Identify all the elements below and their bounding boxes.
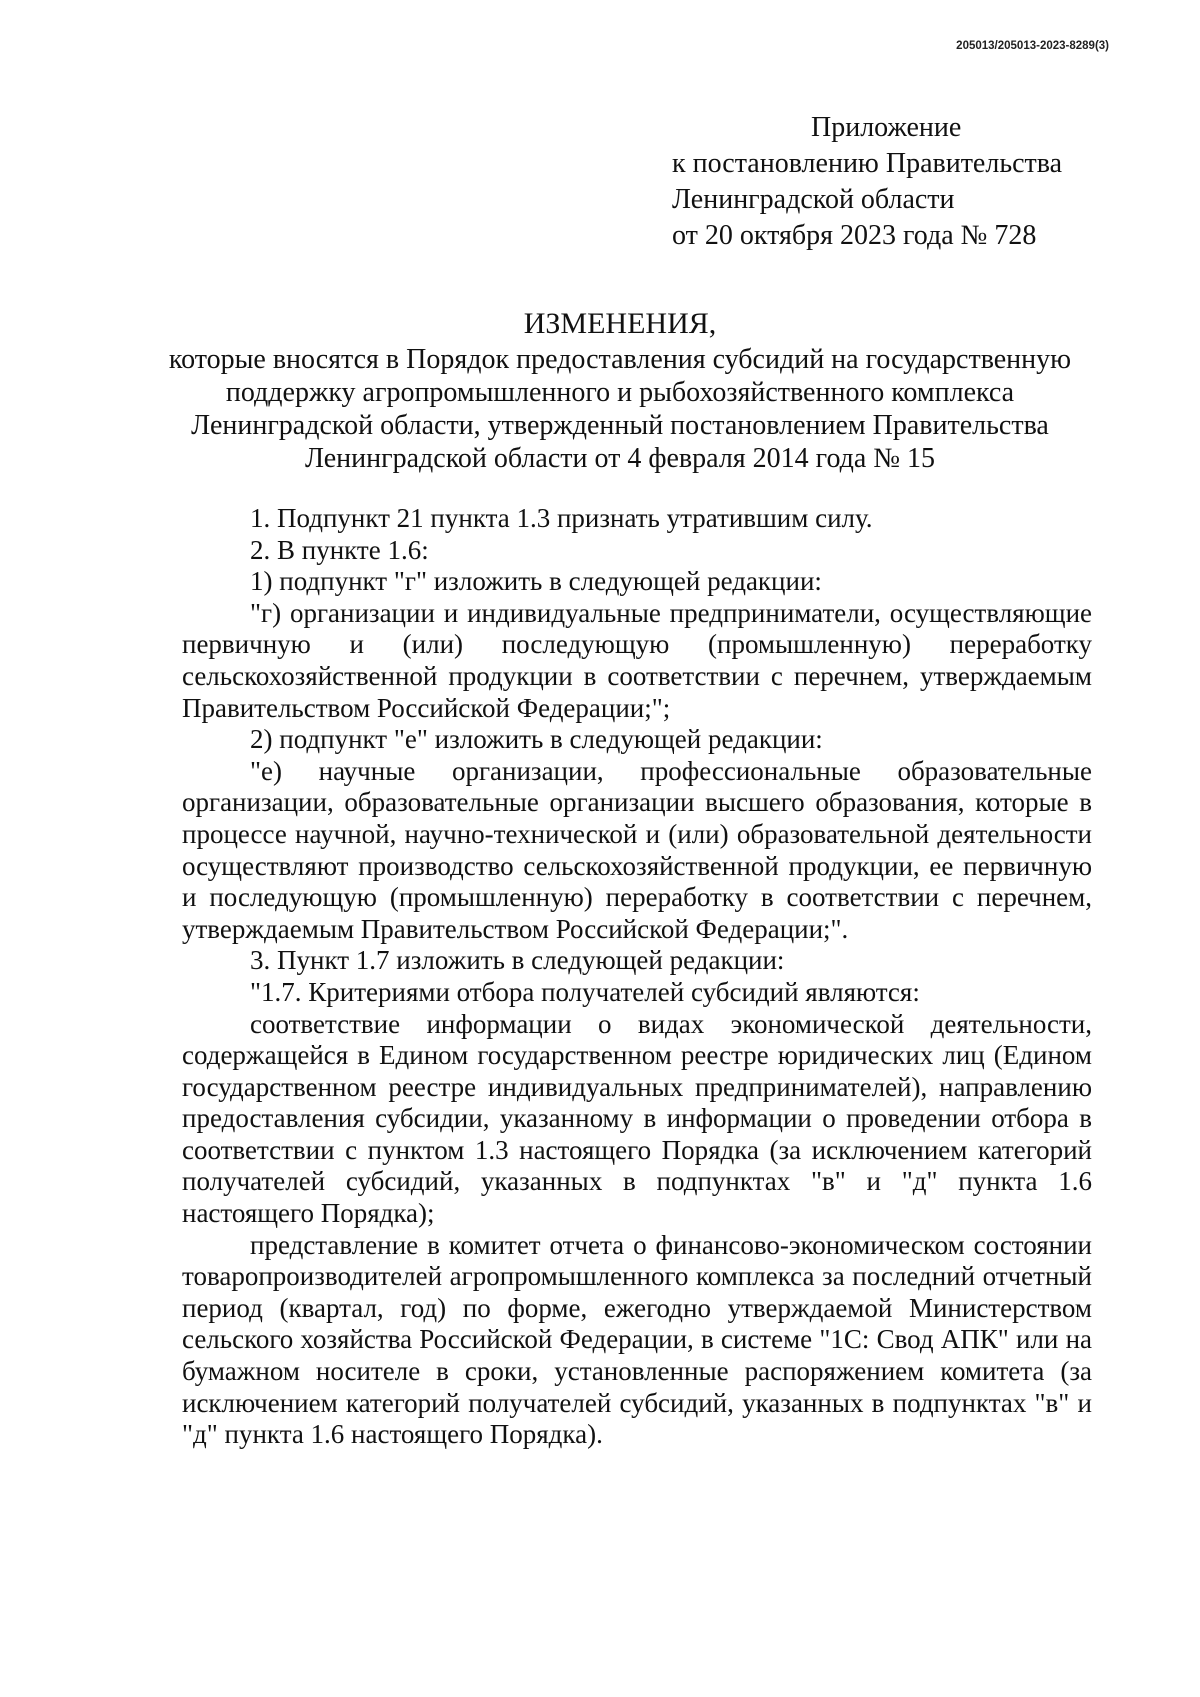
heading-line-1: которые вносятся в Порядок предоставления субсидий на государственную xyxy=(168,344,1072,375)
paragraph-6: "е) научные организации, профессиональные образовательные организации, образовательные организации высшего образования, которые в процессе научной, научно-технической и (или) образовательной деятельности осуществляют производство сельскохозяйственной продукции, ее первичную и последующую (промышленную) переработку в соответствии с перечнем, утверждаемым Правительством Российской Федерации;". xyxy=(182,755,1092,944)
heading-line-2: поддержку агропромышленного и рыбохозяйственного комплекса xyxy=(225,377,1015,408)
appendix-block xyxy=(672,110,1062,254)
document-heading xyxy=(150,304,1090,475)
appendix-line-3: от 20 октября 2023 года № 728 xyxy=(672,220,1037,251)
paragraph-10: представление в комитет отчета о финансово-экономическом состоянии товаропроизводителей агропромышленного комплекса за последний отчетный период (квартал, год) по форме, ежегодно утверждаемой Министерством сельского хозяйства Российской Федерации, в системе "1С: Свод АПК" или на бумажном носителе в сроки, установленные распоряжением комитета (за исключением категорий получателей субсидий, указанных в подпунктах "в" и "д" пункта 1.6 настоящего Порядка). xyxy=(182,1229,1092,1450)
paragraph-2: 2. В пункте 1.6: xyxy=(250,534,429,565)
paragraph-4: "г) организации и индивидуальные предприниматели, осуществляющие первичную и (или) последующую (промышленную) переработку сельскохозяйственной продукции в соответствии с перечнем, утверждаемым Правительством Российской Федерации;"; xyxy=(182,597,1092,723)
appendix-title: Приложение xyxy=(811,112,962,143)
appendix-line-2: Ленинградской области xyxy=(672,184,955,215)
paragraph-3: 1) подпункт "г" изложить в следующей редакции: xyxy=(250,566,822,597)
heading-title: ИЗМЕНЕНИЯ, xyxy=(523,307,717,340)
appendix-line-1: к постановлению Правительства xyxy=(672,148,1063,179)
document-body xyxy=(182,503,1092,1451)
paragraph-5: 2) подпункт "е" изложить в следующей редакции: xyxy=(250,724,823,755)
paragraph-9: соответствие информации о видах экономической деятельности, содержащейся в Едином государственном реестре юридических лиц (Едином государственном реестре индивидуальных предпринимателей), направлению предоставления субсидии, указанному в информации о проведении отбора в соответствии с пунктом 1.3 настоящего Порядка (за исключением категорий получателей субсидий, указанных в подпунктах "в" и "д" пункта 1.6 настоящего Порядка); xyxy=(182,1008,1092,1229)
paragraph-1: 1. Подпункт 21 пункта 1.3 признать утратившим силу. xyxy=(250,503,873,533)
heading-line-3: Ленинградской области, утвержденный постановлением Правительства xyxy=(191,410,1049,441)
paragraph-7: 3. Пункт 1.7 изложить в следующей редакции: xyxy=(250,945,785,976)
heading-line-4: Ленинградской области от 4 февраля 2014 года № 15 xyxy=(304,443,936,474)
document-id: 205013/205013-2023-8289(3) xyxy=(956,40,1109,52)
paragraph-8: "1.7. Критериями отбора получателей субсидий являются: xyxy=(250,976,920,1007)
